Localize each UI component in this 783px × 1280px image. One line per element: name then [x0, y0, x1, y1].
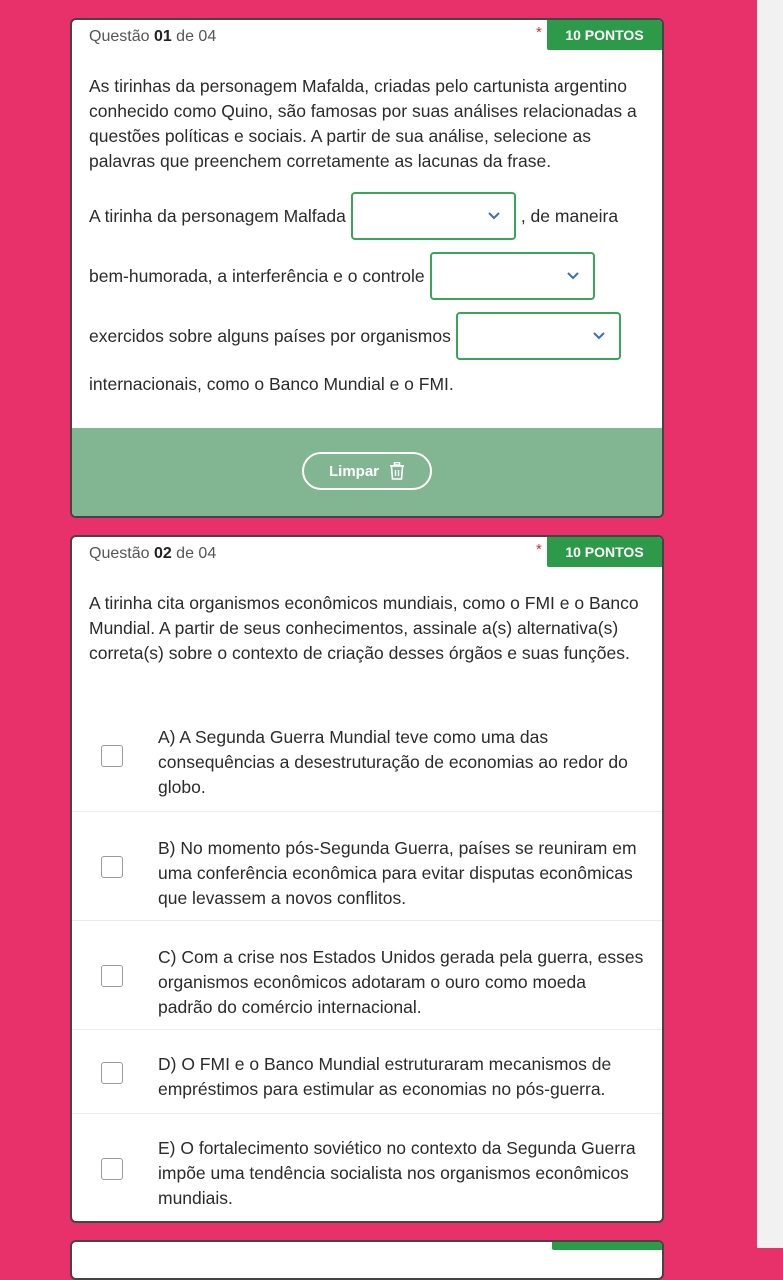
trash-icon [389, 462, 405, 480]
question-2-card [70, 535, 664, 1223]
points-badge: 10 PONTOS [547, 537, 662, 567]
fill-line-2 [89, 252, 600, 300]
option-e[interactable] [72, 1113, 662, 1223]
option-d-text: D) O FMI e o Banco Mundial estruturaram mecanismos de empréstimos para estimular as economias no pós-guerra. [158, 1054, 612, 1099]
option-b-text: B) No momento pós-Segunda Guerra, países se reuniram em uma conferência econômica para evitar disputas econômicas que levassem a novos conflitos. [158, 838, 637, 908]
fill-line-3 [89, 312, 626, 360]
clear-button[interactable] [302, 452, 432, 490]
question-2-header [72, 537, 662, 573]
option-a-text: A) A Segunda Guerra Mundial teve como uma das consequências a desestruturação de economias ao redor do globo. [158, 727, 628, 797]
question-3-card [70, 1240, 664, 1280]
points-badge-partial [552, 1242, 662, 1250]
question-2-label: Questão 02 de 04 [89, 545, 217, 562]
option-b-checkbox[interactable] [101, 856, 123, 878]
fill-text-4: internacionais, como o Banco Mundial e o FMI. [89, 374, 454, 394]
question-2-statement: A tirinha cita organismos econômicos mundiais, como o FMI e o Banco Mundial. A partir de seus conhecimentos, assinale a(s) alternativa(s) correta(s) sobre o contexto de criação desses órgãos e suas funções. [89, 593, 639, 663]
page-scrollbar-track[interactable] [757, 0, 783, 1248]
option-d-checkbox[interactable] [101, 1062, 123, 1084]
required-marker: * [536, 541, 542, 558]
question-1-footer [72, 428, 662, 518]
option-c-text: C) Com a crise nos Estados Unidos gerada pela guerra, esses organismos econômicos adotaram o ouro como moeda padrão do comércio internacional. [158, 947, 644, 1017]
question-1-card [70, 18, 664, 518]
blank-dropdown-1[interactable] [351, 192, 516, 240]
option-e-checkbox[interactable] [101, 1158, 123, 1180]
fill-line-1 [89, 192, 618, 240]
fill-text-1b: , de maneira [520, 205, 619, 226]
chevron-down-icon [565, 268, 581, 284]
fill-text-2: bem-humorada, a interferência e o controle [89, 265, 425, 286]
option-d[interactable] [72, 1029, 662, 1114]
blank-dropdown-2[interactable] [430, 252, 595, 300]
option-c[interactable] [72, 920, 662, 1030]
option-b[interactable] [72, 811, 662, 921]
option-a-checkbox[interactable] [101, 745, 123, 767]
fill-text-3: exercidos sobre alguns países por organismos [89, 325, 451, 346]
option-a[interactable] [72, 717, 662, 811]
question-1-header [72, 20, 662, 56]
fill-line-4 [89, 374, 454, 395]
required-marker: * [536, 24, 542, 41]
option-e-text: E) O fortalecimento soviético no contexto da Segunda Guerra impõe uma tendência socialista nos organismos econômicos mundiais. [158, 1138, 636, 1208]
fill-text-1a: A tirinha da personagem Malfada [89, 205, 346, 226]
option-c-checkbox[interactable] [101, 965, 123, 987]
blank-dropdown-3[interactable] [456, 312, 621, 360]
chevron-down-icon [486, 208, 502, 224]
question-1-label: Questão 01 de 04 [89, 28, 217, 45]
question-1-statement: As tirinhas da personagem Mafalda, criadas pelo cartunista argentino conhecido como Quino, são famosas por suas análises relacionadas a questões políticas e sociais. A partir de sua análise, selecione as palavras que preenchem corretamente as lacunas da frase. [89, 76, 637, 171]
points-badge: 10 PONTOS [547, 20, 662, 50]
chevron-down-icon [591, 328, 607, 344]
clear-button-label: Limpar [328, 462, 379, 480]
